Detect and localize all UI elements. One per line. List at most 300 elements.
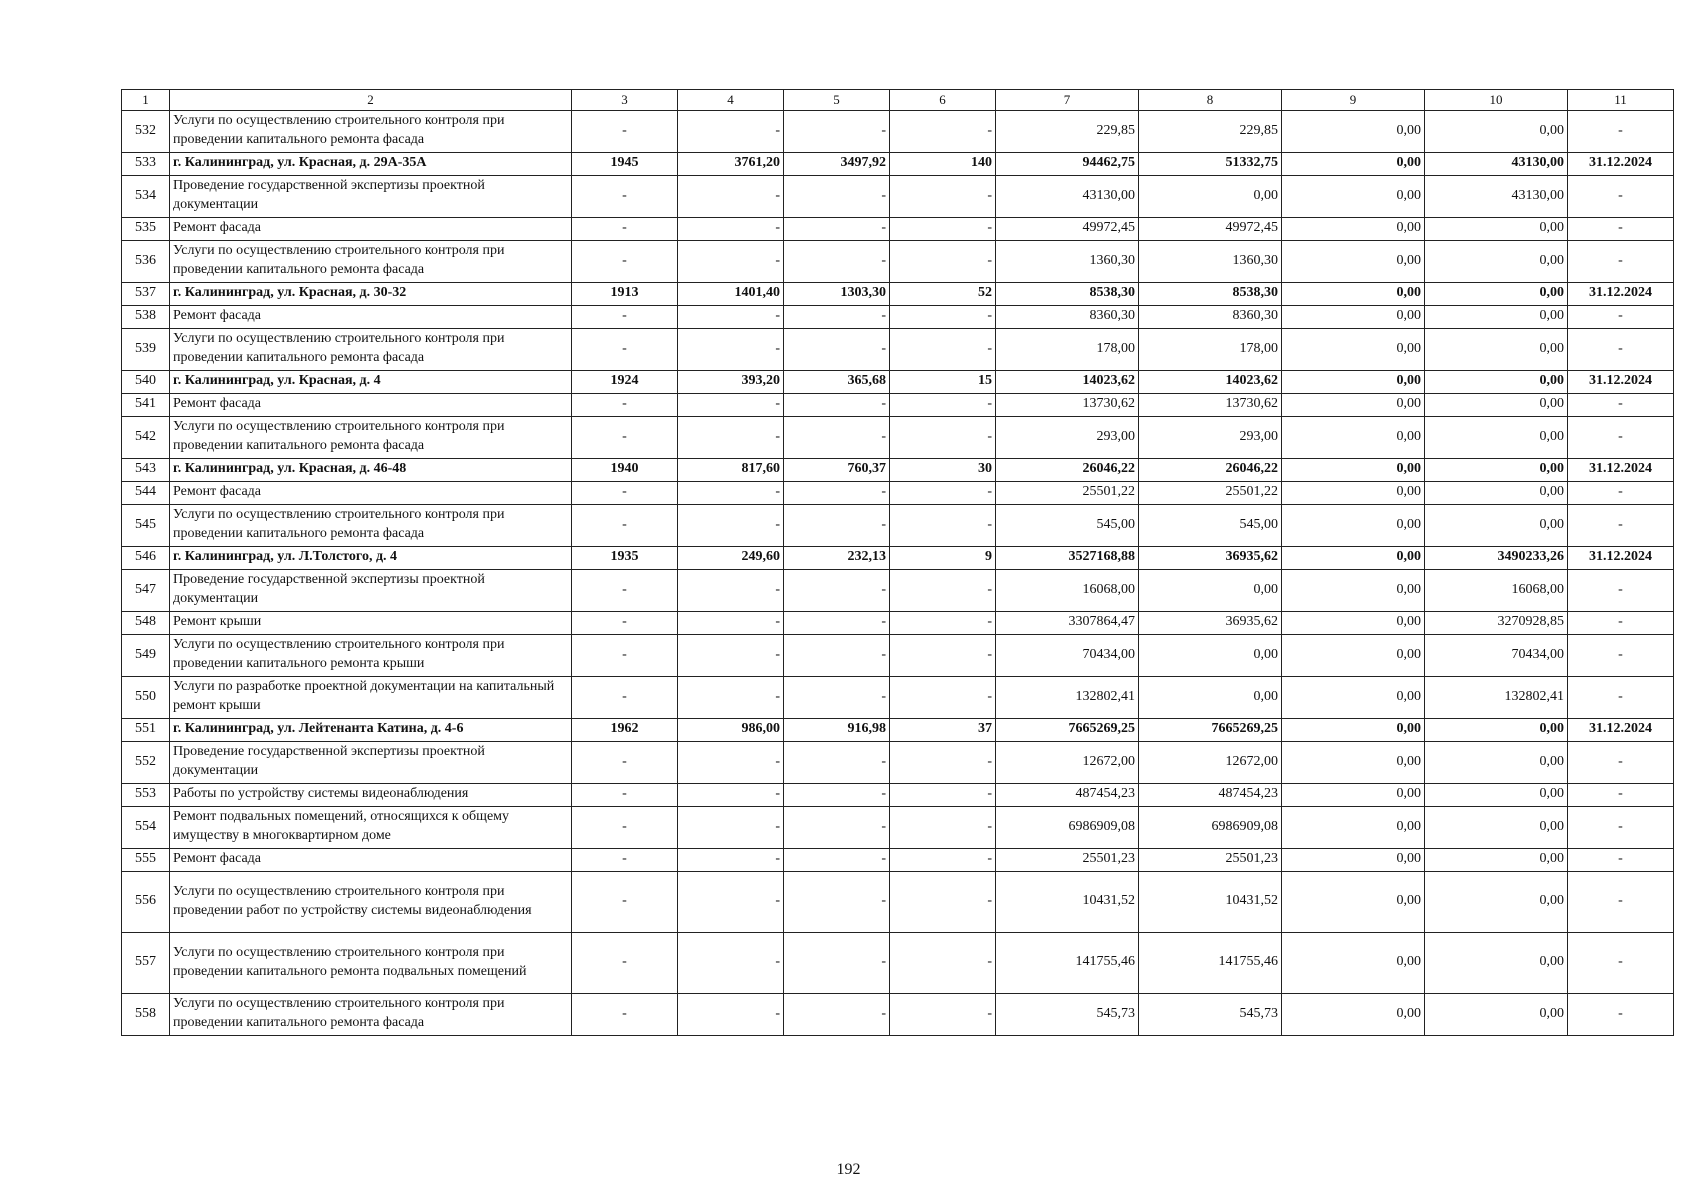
living-area: 760,37 <box>784 458 890 481</box>
cost-fund: 8538,30 <box>1139 282 1282 305</box>
living-area: - <box>784 676 890 718</box>
cost-fund: 36935,62 <box>1139 546 1282 569</box>
living-area: - <box>784 871 890 932</box>
cost-other: 0,00 <box>1425 370 1568 393</box>
row-number: 558 <box>122 993 170 1035</box>
work-description: Ремонт фасада <box>170 393 572 416</box>
residents-count: - <box>890 393 996 416</box>
living-area: 916,98 <box>784 718 890 741</box>
residents-count: - <box>890 504 996 546</box>
work-description: Ремонт подвальных помещений, относящихся к общему имуществу в многоквартирном доме <box>170 806 572 848</box>
completion-date: - <box>1568 110 1674 152</box>
completion-date: - <box>1568 848 1674 871</box>
cost-budget: 0,00 <box>1282 546 1425 569</box>
cost-budget: 0,00 <box>1282 110 1425 152</box>
cost-budget: 0,00 <box>1282 718 1425 741</box>
row-number: 542 <box>122 416 170 458</box>
table-row <box>122 611 1674 634</box>
residents-count: - <box>890 175 996 217</box>
total-area: - <box>678 481 784 504</box>
table-row <box>122 370 1674 393</box>
cost-budget: 0,00 <box>1282 871 1425 932</box>
completion-date: 31.12.2024 <box>1568 370 1674 393</box>
table-row <box>122 932 1674 993</box>
year-built: - <box>572 871 678 932</box>
total-cost: 25501,23 <box>996 848 1139 871</box>
residents-count: - <box>890 871 996 932</box>
total-area: 249,60 <box>678 546 784 569</box>
year-built: - <box>572 393 678 416</box>
table-row <box>122 783 1674 806</box>
year-built: 1940 <box>572 458 678 481</box>
cost-budget: 0,00 <box>1282 741 1425 783</box>
residents-count: 52 <box>890 282 996 305</box>
cost-other: 0,00 <box>1425 806 1568 848</box>
total-area: 3761,20 <box>678 152 784 175</box>
completion-date: - <box>1568 393 1674 416</box>
residents-count: - <box>890 783 996 806</box>
total-area: - <box>678 783 784 806</box>
cost-fund: 25501,22 <box>1139 481 1282 504</box>
completion-date: - <box>1568 240 1674 282</box>
cost-fund: 36935,62 <box>1139 611 1282 634</box>
table-body <box>122 90 1674 1036</box>
total-cost: 293,00 <box>996 416 1139 458</box>
table-row <box>122 240 1674 282</box>
living-area: - <box>784 783 890 806</box>
table-row <box>122 993 1674 1035</box>
work-description: Услуги по осуществлению строительного контроля при проведении работ по устройству системы видеонаблюдения <box>170 871 572 932</box>
cost-fund: 545,73 <box>1139 993 1282 1035</box>
row-number: 556 <box>122 871 170 932</box>
work-description: Проведение государственной экспертизы проектной документации <box>170 741 572 783</box>
total-cost: 7665269,25 <box>996 718 1139 741</box>
residents-count: 37 <box>890 718 996 741</box>
completion-date: - <box>1568 993 1674 1035</box>
column-header: 1 <box>122 90 170 111</box>
total-cost: 487454,23 <box>996 783 1139 806</box>
column-header: 3 <box>572 90 678 111</box>
completion-date: - <box>1568 741 1674 783</box>
total-area: - <box>678 871 784 932</box>
cost-other: 3490233,26 <box>1425 546 1568 569</box>
cost-fund: 12672,00 <box>1139 741 1282 783</box>
table-row <box>122 110 1674 152</box>
living-area: 365,68 <box>784 370 890 393</box>
completion-date: 31.12.2024 <box>1568 718 1674 741</box>
work-description: Услуги по осуществлению строительного контроля при проведении капитального ремонта фасада <box>170 110 572 152</box>
living-area: 1303,30 <box>784 282 890 305</box>
cost-other: 0,00 <box>1425 416 1568 458</box>
cost-fund: 25501,23 <box>1139 848 1282 871</box>
completion-date: 31.12.2024 <box>1568 458 1674 481</box>
living-area: - <box>784 993 890 1035</box>
work-description: Ремонт фасада <box>170 848 572 871</box>
cost-other: 0,00 <box>1425 783 1568 806</box>
living-area: - <box>784 175 890 217</box>
residents-count: - <box>890 993 996 1035</box>
year-built: - <box>572 611 678 634</box>
total-cost: 141755,46 <box>996 932 1139 993</box>
living-area: - <box>784 110 890 152</box>
cost-fund: 545,00 <box>1139 504 1282 546</box>
column-header: 6 <box>890 90 996 111</box>
total-cost: 94462,75 <box>996 152 1139 175</box>
cost-other: 0,00 <box>1425 240 1568 282</box>
total-cost: 8538,30 <box>996 282 1139 305</box>
year-built: - <box>572 305 678 328</box>
row-number: 554 <box>122 806 170 848</box>
cost-fund: 487454,23 <box>1139 783 1282 806</box>
cost-other: 43130,00 <box>1425 175 1568 217</box>
cost-budget: 0,00 <box>1282 393 1425 416</box>
year-built: - <box>572 217 678 240</box>
column-header: 8 <box>1139 90 1282 111</box>
table-row <box>122 175 1674 217</box>
total-cost: 12672,00 <box>996 741 1139 783</box>
total-area: - <box>678 305 784 328</box>
completion-date: - <box>1568 416 1674 458</box>
total-cost: 1360,30 <box>996 240 1139 282</box>
cost-other: 0,00 <box>1425 393 1568 416</box>
cost-fund: 178,00 <box>1139 328 1282 370</box>
total-area: - <box>678 634 784 676</box>
total-cost: 3307864,47 <box>996 611 1139 634</box>
cost-budget: 0,00 <box>1282 783 1425 806</box>
cost-budget: 0,00 <box>1282 611 1425 634</box>
table-row <box>122 416 1674 458</box>
cost-other: 0,00 <box>1425 504 1568 546</box>
cost-fund: 0,00 <box>1139 175 1282 217</box>
total-area: - <box>678 217 784 240</box>
cost-budget: 0,00 <box>1282 217 1425 240</box>
completion-date: - <box>1568 634 1674 676</box>
residents-count: 15 <box>890 370 996 393</box>
cost-fund: 26046,22 <box>1139 458 1282 481</box>
total-cost: 43130,00 <box>996 175 1139 217</box>
total-area: 1401,40 <box>678 282 784 305</box>
residents-count: - <box>890 932 996 993</box>
cost-fund: 13730,62 <box>1139 393 1282 416</box>
work-description: г. Калининград, ул. Красная, д. 46-48 <box>170 458 572 481</box>
living-area: 3497,92 <box>784 152 890 175</box>
row-number: 539 <box>122 328 170 370</box>
row-number: 545 <box>122 504 170 546</box>
total-cost: 49972,45 <box>996 217 1139 240</box>
cost-other: 0,00 <box>1425 305 1568 328</box>
year-built: 1913 <box>572 282 678 305</box>
row-number: 548 <box>122 611 170 634</box>
cost-other: 16068,00 <box>1425 569 1568 611</box>
row-number: 535 <box>122 217 170 240</box>
cost-budget: 0,00 <box>1282 806 1425 848</box>
work-description: Проведение государственной экспертизы проектной документации <box>170 175 572 217</box>
table-row <box>122 481 1674 504</box>
work-description: Услуги по осуществлению строительного контроля при проведении капитального ремонта фасада <box>170 328 572 370</box>
total-cost: 13730,62 <box>996 393 1139 416</box>
cost-budget: 0,00 <box>1282 458 1425 481</box>
total-cost: 8360,30 <box>996 305 1139 328</box>
total-area: - <box>678 569 784 611</box>
table-row <box>122 569 1674 611</box>
column-header: 11 <box>1568 90 1674 111</box>
cost-budget: 0,00 <box>1282 932 1425 993</box>
completion-date: - <box>1568 871 1674 932</box>
row-number: 555 <box>122 848 170 871</box>
row-number: 553 <box>122 783 170 806</box>
cost-other: 0,00 <box>1425 932 1568 993</box>
completion-date: - <box>1568 932 1674 993</box>
table-row <box>122 305 1674 328</box>
cost-fund: 7665269,25 <box>1139 718 1282 741</box>
work-description: г. Калининград, ул. Красная, д. 29А-35А <box>170 152 572 175</box>
total-area: - <box>678 848 784 871</box>
work-description: Ремонт фасада <box>170 305 572 328</box>
work-description: г. Калининград, ул. Лейтенанта Катина, д. 4-6 <box>170 718 572 741</box>
residents-count: - <box>890 569 996 611</box>
cost-budget: 0,00 <box>1282 282 1425 305</box>
cost-other: 0,00 <box>1425 328 1568 370</box>
total-area: - <box>678 932 784 993</box>
table-row <box>122 871 1674 932</box>
total-cost: 10431,52 <box>996 871 1139 932</box>
cost-other: 0,00 <box>1425 741 1568 783</box>
total-cost: 14023,62 <box>996 370 1139 393</box>
living-area: - <box>784 393 890 416</box>
row-number: 557 <box>122 932 170 993</box>
year-built: - <box>572 416 678 458</box>
residents-count: - <box>890 217 996 240</box>
total-area: - <box>678 806 784 848</box>
living-area: 232,13 <box>784 546 890 569</box>
cost-fund: 229,85 <box>1139 110 1282 152</box>
row-number: 547 <box>122 569 170 611</box>
cost-budget: 0,00 <box>1282 370 1425 393</box>
living-area: - <box>784 741 890 783</box>
living-area: - <box>784 416 890 458</box>
cost-fund: 10431,52 <box>1139 871 1282 932</box>
year-built: - <box>572 175 678 217</box>
living-area: - <box>784 569 890 611</box>
residents-count: - <box>890 806 996 848</box>
residents-count: 30 <box>890 458 996 481</box>
total-area: - <box>678 110 784 152</box>
living-area: - <box>784 504 890 546</box>
column-header: 2 <box>170 90 572 111</box>
year-built: - <box>572 634 678 676</box>
table-row <box>122 806 1674 848</box>
total-cost: 70434,00 <box>996 634 1139 676</box>
residents-count: - <box>890 481 996 504</box>
column-header: 5 <box>784 90 890 111</box>
cost-fund: 0,00 <box>1139 569 1282 611</box>
work-description: Услуги по осуществлению строительного контроля при проведении капитального ремонта подвальных помещений <box>170 932 572 993</box>
year-built: - <box>572 481 678 504</box>
completion-date: - <box>1568 783 1674 806</box>
row-number: 550 <box>122 676 170 718</box>
residents-count: - <box>890 634 996 676</box>
cost-budget: 0,00 <box>1282 569 1425 611</box>
cost-budget: 0,00 <box>1282 328 1425 370</box>
repair-program-table <box>121 89 1674 1036</box>
page-number: 192 <box>836 1161 861 1178</box>
cost-budget: 0,00 <box>1282 175 1425 217</box>
table-row <box>122 504 1674 546</box>
cost-fund: 51332,75 <box>1139 152 1282 175</box>
work-description: Услуги по осуществлению строительного контроля при проведении капитального ремонта фасада <box>170 993 572 1035</box>
completion-date: - <box>1568 569 1674 611</box>
living-area: - <box>784 305 890 328</box>
year-built: - <box>572 932 678 993</box>
cost-other: 70434,00 <box>1425 634 1568 676</box>
living-area: - <box>784 611 890 634</box>
table-row <box>122 634 1674 676</box>
year-built: - <box>572 240 678 282</box>
table-row <box>122 741 1674 783</box>
living-area: - <box>784 806 890 848</box>
year-built: - <box>572 806 678 848</box>
row-number: 543 <box>122 458 170 481</box>
total-area: - <box>678 741 784 783</box>
cost-budget: 0,00 <box>1282 305 1425 328</box>
row-number: 532 <box>122 110 170 152</box>
row-number: 549 <box>122 634 170 676</box>
work-description: Проведение государственной экспертизы проектной документации <box>170 569 572 611</box>
total-area: - <box>678 240 784 282</box>
year-built: - <box>572 676 678 718</box>
row-number: 544 <box>122 481 170 504</box>
table-row <box>122 282 1674 305</box>
work-description: Услуги по осуществлению строительного контроля при проведении капитального ремонта фасада <box>170 240 572 282</box>
completion-date: - <box>1568 328 1674 370</box>
total-area: - <box>678 504 784 546</box>
table-row <box>122 676 1674 718</box>
work-description: Услуги по осуществлению строительного контроля при проведении капитального ремонта фасада <box>170 416 572 458</box>
column-header: 10 <box>1425 90 1568 111</box>
table-row <box>122 848 1674 871</box>
work-description: Услуги по разработке проектной документации на капитальный ремонт крыши <box>170 676 572 718</box>
cost-fund: 0,00 <box>1139 634 1282 676</box>
table-row <box>122 152 1674 175</box>
living-area: - <box>784 932 890 993</box>
cost-other: 0,00 <box>1425 848 1568 871</box>
total-area: - <box>678 611 784 634</box>
total-cost: 26046,22 <box>996 458 1139 481</box>
cost-budget: 0,00 <box>1282 481 1425 504</box>
residents-count: - <box>890 328 996 370</box>
cost-fund: 0,00 <box>1139 676 1282 718</box>
work-description: г. Калининград, ул. Л.Толстого, д. 4 <box>170 546 572 569</box>
living-area: - <box>784 328 890 370</box>
row-number: 538 <box>122 305 170 328</box>
column-header: 7 <box>996 90 1139 111</box>
column-header: 9 <box>1282 90 1425 111</box>
table-row <box>122 718 1674 741</box>
cost-fund: 49972,45 <box>1139 217 1282 240</box>
living-area: - <box>784 217 890 240</box>
cost-budget: 0,00 <box>1282 993 1425 1035</box>
cost-other: 3270928,85 <box>1425 611 1568 634</box>
cost-other: 0,00 <box>1425 993 1568 1035</box>
cost-budget: 0,00 <box>1282 152 1425 175</box>
cost-budget: 0,00 <box>1282 504 1425 546</box>
cost-other: 132802,41 <box>1425 676 1568 718</box>
total-cost: 229,85 <box>996 110 1139 152</box>
year-built: - <box>572 569 678 611</box>
completion-date: 31.12.2024 <box>1568 152 1674 175</box>
column-number-header-row <box>122 90 1674 111</box>
residents-count: - <box>890 110 996 152</box>
completion-date: - <box>1568 175 1674 217</box>
table-row <box>122 546 1674 569</box>
year-built: - <box>572 783 678 806</box>
total-cost: 545,73 <box>996 993 1139 1035</box>
cost-other: 43130,00 <box>1425 152 1568 175</box>
residents-count: - <box>890 416 996 458</box>
total-cost: 16068,00 <box>996 569 1139 611</box>
total-area: - <box>678 676 784 718</box>
table-row <box>122 458 1674 481</box>
completion-date: - <box>1568 481 1674 504</box>
row-number: 533 <box>122 152 170 175</box>
row-number: 540 <box>122 370 170 393</box>
total-cost: 6986909,08 <box>996 806 1139 848</box>
table-row <box>122 328 1674 370</box>
total-cost: 545,00 <box>996 504 1139 546</box>
completion-date: 31.12.2024 <box>1568 282 1674 305</box>
year-built: - <box>572 848 678 871</box>
year-built: - <box>572 110 678 152</box>
cost-fund: 14023,62 <box>1139 370 1282 393</box>
total-area: - <box>678 175 784 217</box>
year-built: - <box>572 328 678 370</box>
row-number: 536 <box>122 240 170 282</box>
living-area: - <box>784 848 890 871</box>
year-built: - <box>572 741 678 783</box>
work-description: Услуги по осуществлению строительного контроля при проведении капитального ремонта крыши <box>170 634 572 676</box>
cost-budget: 0,00 <box>1282 416 1425 458</box>
work-description: Работы по устройству системы видеонаблюдения <box>170 783 572 806</box>
total-area: - <box>678 393 784 416</box>
total-cost: 178,00 <box>996 328 1139 370</box>
year-built: 1924 <box>572 370 678 393</box>
table-row <box>122 217 1674 240</box>
table-row <box>122 393 1674 416</box>
total-area: - <box>678 416 784 458</box>
row-number: 534 <box>122 175 170 217</box>
cost-budget: 0,00 <box>1282 848 1425 871</box>
total-area: - <box>678 328 784 370</box>
cost-fund: 8360,30 <box>1139 305 1282 328</box>
row-number: 546 <box>122 546 170 569</box>
total-area: - <box>678 993 784 1035</box>
completion-date: - <box>1568 611 1674 634</box>
cost-other: 0,00 <box>1425 718 1568 741</box>
residents-count: - <box>890 741 996 783</box>
total-area: 986,00 <box>678 718 784 741</box>
cost-other: 0,00 <box>1425 282 1568 305</box>
living-area: - <box>784 481 890 504</box>
completion-date: - <box>1568 504 1674 546</box>
cost-other: 0,00 <box>1425 217 1568 240</box>
residents-count: 9 <box>890 546 996 569</box>
cost-budget: 0,00 <box>1282 240 1425 282</box>
row-number: 552 <box>122 741 170 783</box>
completion-date: - <box>1568 217 1674 240</box>
work-description: г. Калининград, ул. Красная, д. 30-32 <box>170 282 572 305</box>
year-built: 1945 <box>572 152 678 175</box>
total-area: 817,60 <box>678 458 784 481</box>
